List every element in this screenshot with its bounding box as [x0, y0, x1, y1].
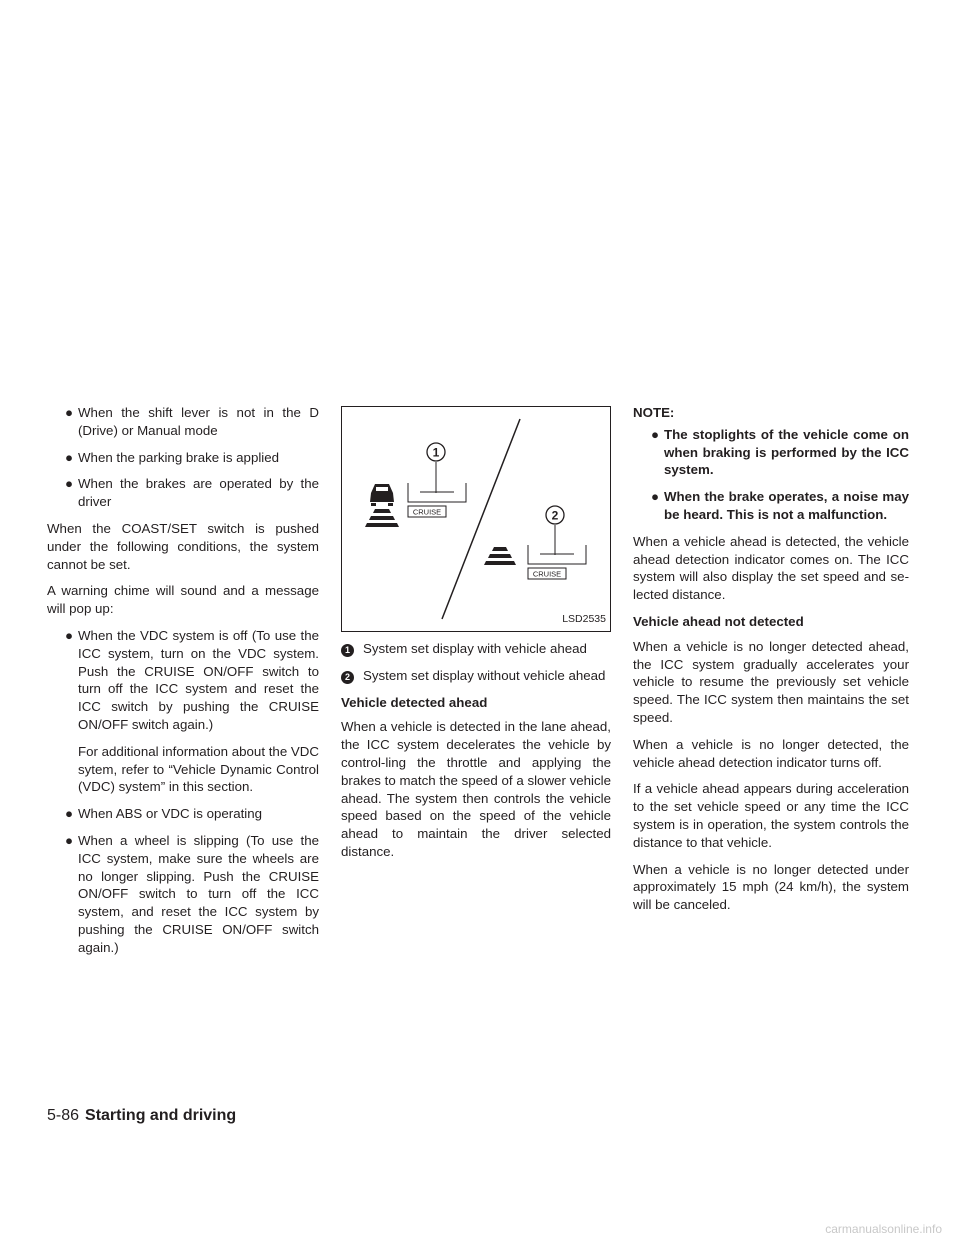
figure-caption: 1 System set display with vehicle ahead	[341, 640, 611, 658]
figure-id: LSD2535	[562, 613, 606, 626]
list-item: ● When the VDC system is off (To use the ICC system, turn on the VDC system. Push the CRUISE ON/OFF switch to turn off the ICC system and reset the ICC switch by pushing the CRUISE ON/OFF switch again.)	[64, 627, 319, 732]
list-item: ● When ABS or VDC is operating	[64, 806, 263, 822]
paragraph: When a vehicle is no longer detected, the vehicle ahead detection indicator turns off.	[633, 736, 909, 770]
distance-bars-icon	[365, 509, 399, 527]
vehicle-ahead-icon	[370, 484, 394, 506]
distance-bars-icon	[484, 547, 516, 565]
caption-number: 2	[341, 671, 354, 684]
section-title: Starting and driving	[85, 1107, 237, 1124]
list-item: ● When the shift lever is not in the D (Drive) or Manual mode	[64, 405, 319, 438]
section-heading: Vehicle ahead not detected	[633, 613, 804, 629]
callout-2-number: 2	[551, 508, 559, 523]
list-item: ● When the parking brake is applied	[64, 449, 280, 465]
figure-caption: 2 System set display without vehicle ahead	[341, 667, 611, 685]
column-left	[47, 404, 319, 966]
page-number: 5-86	[47, 1107, 80, 1124]
caption-number: 1	[341, 644, 354, 657]
watermark: carmanualsonline.info	[825, 1222, 942, 1236]
list-item: ● When the brake operates, a noise may be heard. This is not a malfunction.	[650, 489, 909, 522]
cruise-label: CRUISE	[412, 507, 442, 517]
column-middle	[341, 404, 611, 870]
page-footer	[47, 1107, 236, 1125]
list-item-subtext: For additional information about the VDC sytem, refer to “Vehicle Dynamic Control (VDC) system” in this section.	[78, 743, 319, 795]
paragraph: When the COAST/SET switch is pushed under the following conditions, the system cannot be set.	[47, 520, 319, 572]
note-heading: NOTE:	[633, 405, 675, 420]
cruise-display-figure	[341, 406, 611, 632]
cruise-label: CRUISE	[532, 569, 562, 579]
cruise-display-illustration	[342, 407, 610, 631]
section-heading: Vehicle detected ahead	[341, 694, 488, 710]
list-item: ● When the brakes are operated by the driver	[64, 476, 319, 510]
list-item: ● When a wheel is slipping (To use the ICC system, make sure the wheels are no longer slipping. Push the CRUISE ON/OFF switch to turn off the ICC system, and reset the ICC system by pushing the CRUISE ON/OFF switch again.)	[64, 832, 319, 955]
paragraph: If a vehicle ahead appears during acceleration to the set vehicle speed or any time the ICC system is in operation, the system controls the distance to that vehicle.	[633, 781, 909, 850]
divider-line	[442, 419, 520, 619]
paragraph: When a vehicle is no longer detected under approximately 15 mph (24 km/h), the system will be canceled.	[633, 861, 909, 913]
list-item: ● The stoplights of the vehicle come on when braking is performed by the ICC system.	[650, 426, 909, 478]
paragraph: When a vehicle is detected in the lane ahead, the ICC system decelerates the vehicle by control-ling the throttle and applying the brakes to match the speed of a slower vehicle ahead. The system then controls the vehicle speed based on the speed of the vehicle ahead to maintain the driver selected distance.	[341, 719, 611, 859]
callout-1-number: 1	[432, 445, 440, 460]
paragraph: When a vehicle is no longer detected ahead, the ICC system gradually accelerates your vehicle to resume the previously set vehicle speed. The ICC system then maintains the set speed.	[633, 638, 909, 725]
paragraph: When a vehicle ahead is detected, the vehicle ahead detection indicator comes on. The ICC system will also display the set speed and se-lected distance.	[633, 533, 909, 603]
paragraph: A warning chime will sound and a message will pop up:	[47, 583, 319, 617]
column-right	[633, 404, 909, 923]
